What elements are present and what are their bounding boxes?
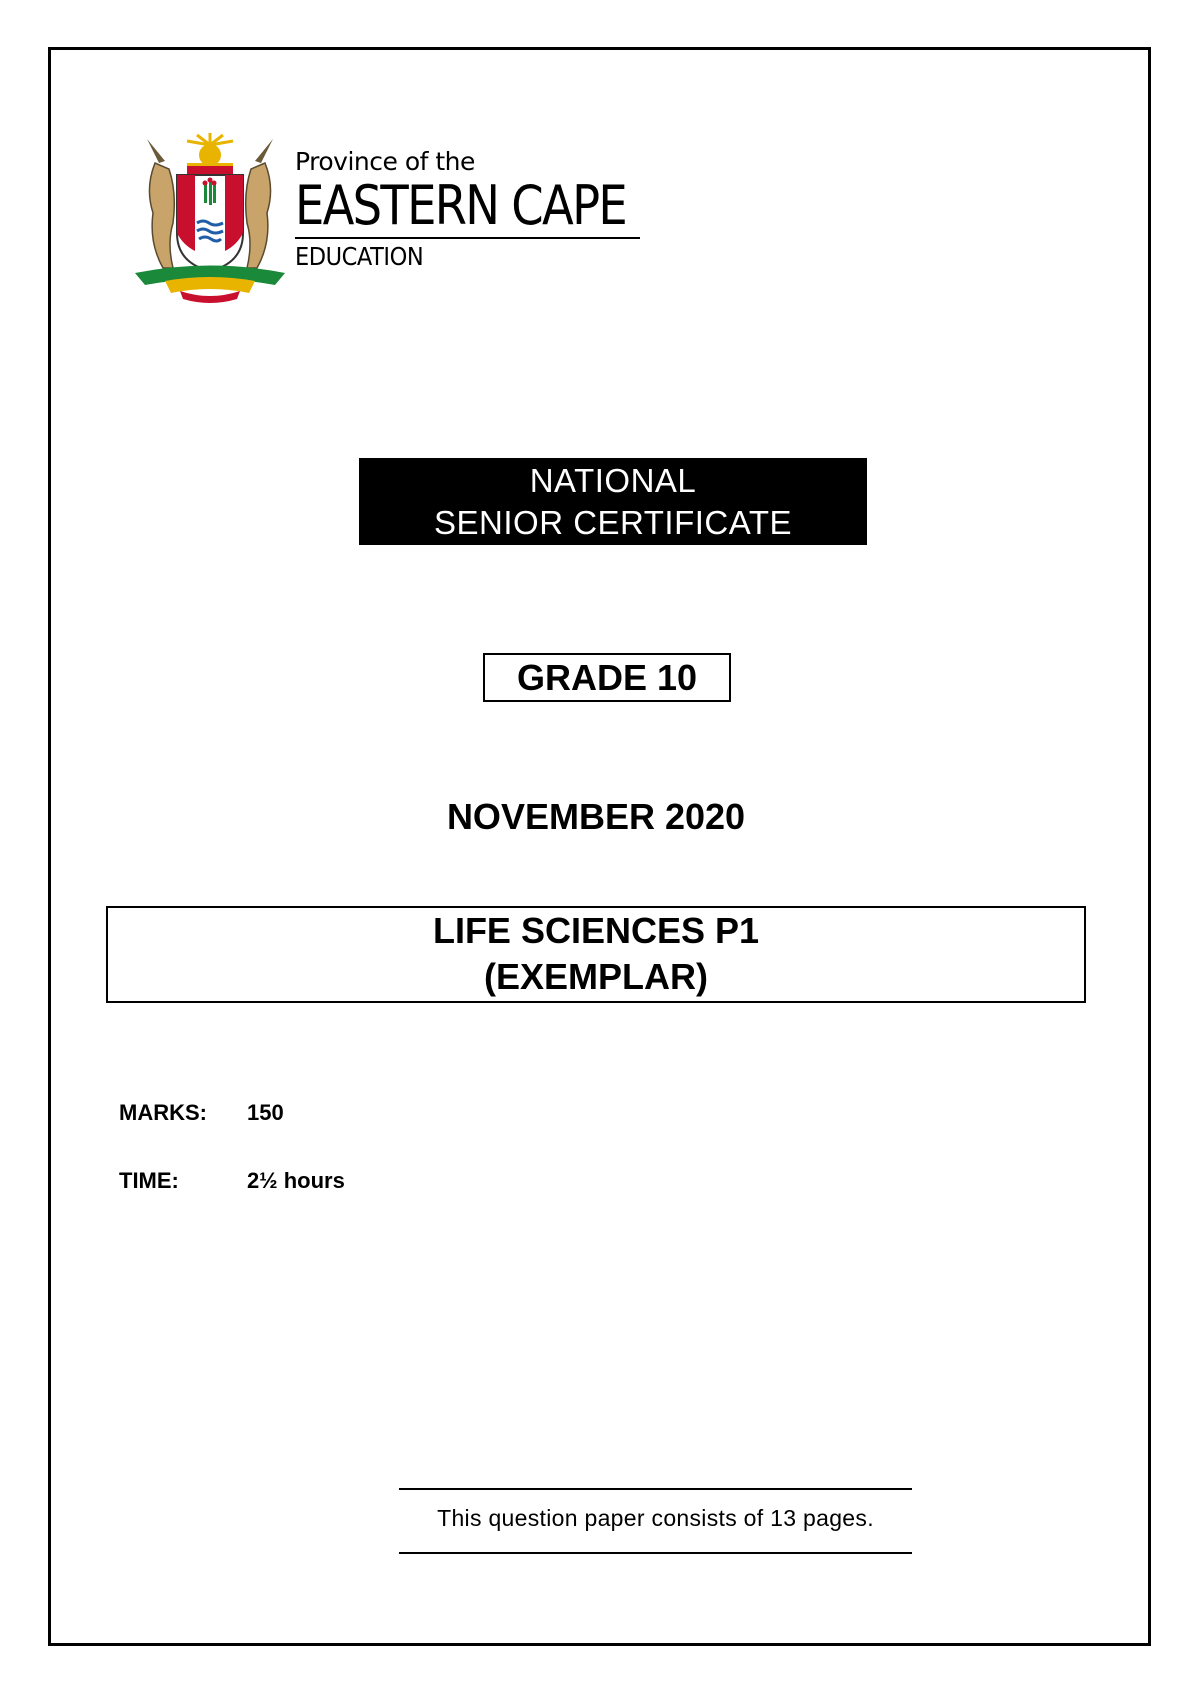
logo-education-text: EDUCATION <box>295 242 424 271</box>
eastern-cape-education-logo <box>125 133 645 303</box>
subject-title: LIFE SCIENCES P1 <box>432 910 760 951</box>
exam-date-text: NOVEMBER 2020 <box>446 796 746 837</box>
certificate-line2: SENIOR CERTIFICATE <box>434 504 792 541</box>
time-value: 2½ hours <box>247 1168 345 1193</box>
logo-text <box>295 147 645 275</box>
footer-top-divider <box>399 1488 912 1490</box>
marks-value: 150 <box>247 1100 284 1125</box>
grade-box: GRADE 10 <box>483 653 731 702</box>
marks-label: MARKS: <box>119 1100 207 1125</box>
time-label: TIME: <box>119 1168 179 1193</box>
logo-province-text: Province of the <box>295 147 475 176</box>
subject-subtitle: (EXEMPLAR) <box>484 956 708 997</box>
footer-bottom-divider <box>399 1552 912 1554</box>
page-count-note: This question paper consists of 13 pages. <box>437 1505 874 1531</box>
coat-of-arms-icon <box>125 133 295 303</box>
logo-eastern-cape-text: EASTERN CAPE <box>295 174 626 237</box>
subject-box <box>106 906 1086 1003</box>
exam-date <box>0 795 1200 839</box>
certificate-line1: NATIONAL <box>529 462 697 499</box>
certificate-banner <box>359 458 867 545</box>
